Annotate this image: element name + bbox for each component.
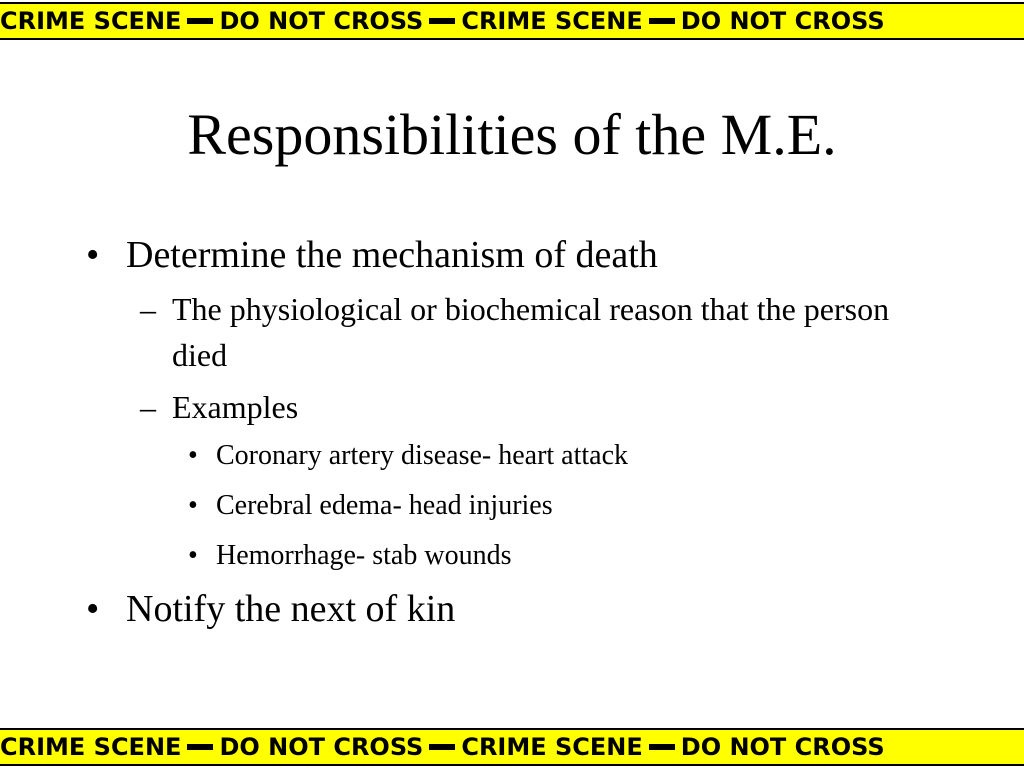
sub-sub-bullet-text: Coronary artery disease- heart attack [216,440,629,471]
tape-text: DO NOT CROSS [219,733,424,761]
sub-bullet-item [86,286,892,378]
sub-bullet-item [86,384,892,430]
crime-scene-tape-bottom [0,728,1024,766]
tape-text: DO NOT CROSS [219,7,424,35]
sub-bullet-text: The physiological or biochemical reason that the person died [172,291,890,373]
bullet-icon: • [86,234,100,276]
bullet-text: Determine the mechanism of death [126,234,658,276]
bullet-item [86,586,916,632]
crime-scene-tape-top [0,2,1024,40]
tape-text: CRIME SCENE [0,7,182,35]
tape-dash [649,744,675,750]
bullet-icon: • [188,490,198,521]
tape-dash [649,18,675,24]
tape-text: DO NOT CROSS [680,733,885,761]
tape-dash [187,744,213,750]
sub-sub-bullet-item [86,486,916,526]
bullet-item [86,232,916,278]
tape-text: CRIME SCENE [461,7,643,35]
tape-text: CRIME SCENE [0,733,182,761]
tape-text: CRIME SCENE [461,733,643,761]
tape-dash [429,744,455,750]
bullet-icon: • [188,440,198,471]
sub-sub-bullet-item [86,536,916,576]
bullet-text: Notify the next of kin [126,588,456,630]
sub-sub-bullet-text: Cerebral edema- head injuries [216,490,553,521]
tape-dash [429,18,455,24]
tape-text: DO NOT CROSS [680,7,885,35]
sub-bullet-text: Examples [172,389,299,425]
dash-icon: – [140,291,156,327]
bullet-icon: • [86,588,100,630]
bullet-list [86,232,916,640]
dash-icon: – [140,389,156,425]
tape-dash [187,18,213,24]
bullet-icon: • [188,540,198,571]
sub-sub-bullet-text: Hemorrhage- stab wounds [216,540,512,571]
slide-title: Responsibilities of the M.E. [187,102,837,167]
sub-sub-bullet-item [86,436,916,476]
